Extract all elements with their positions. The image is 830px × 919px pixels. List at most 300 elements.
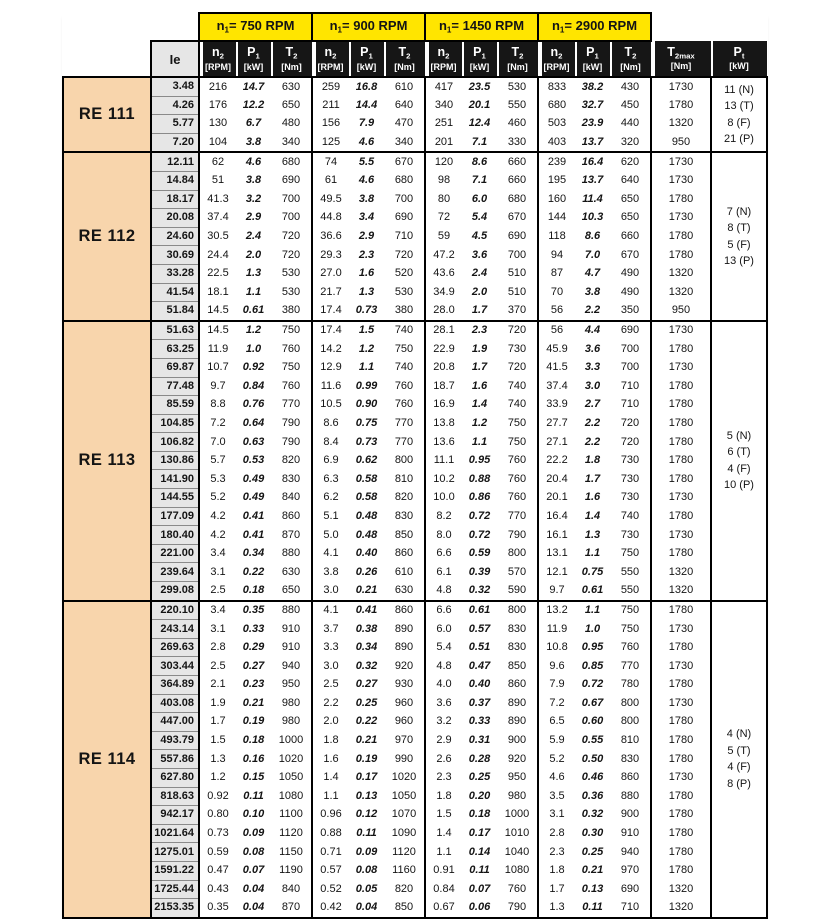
value-cell: 16.8 (349, 77, 384, 96)
value-cell: 0.19 (242, 715, 265, 728)
t2max-cell: 1780 (651, 451, 711, 470)
value-cell: 1.3 (538, 899, 575, 918)
value-cell: 0.13 (355, 789, 378, 802)
value-cell: 37.4 (199, 209, 236, 228)
value-cell: 3.1 (199, 620, 236, 639)
value-cell: 800 (497, 601, 538, 620)
value-cell: 3.4 (199, 544, 236, 563)
value-cell: 640 (394, 98, 414, 111)
value-cell: 8.8 (199, 396, 236, 415)
value-cell: 690 (620, 882, 640, 895)
value-cell: 830 (507, 622, 527, 635)
value-cell: 0.04 (349, 899, 384, 918)
value-cell: 0.04 (236, 899, 271, 918)
value-cell: 1020 (278, 752, 304, 765)
value-cell: 1020 (391, 771, 417, 784)
ratio-cell: 403.08 (151, 694, 199, 713)
value-cell: 0.64 (242, 416, 265, 429)
value-cell: 0.55 (581, 734, 604, 747)
value-cell: 1.7 (584, 472, 601, 485)
value-cell: 2.3 (538, 843, 575, 862)
ratio-cell: 364.89 (151, 676, 199, 695)
value-cell: 890 (394, 641, 414, 654)
value-cell: 860 (281, 509, 301, 522)
value-cell: 2.7 (584, 398, 601, 411)
value-cell: 800 (620, 715, 640, 728)
value-cell: 860 (394, 547, 414, 560)
value-cell: 17.4 (312, 302, 349, 321)
value-cell: 45.9 (538, 340, 575, 359)
value-cell: 0.76 (242, 398, 265, 411)
value-cell: 5.7 (199, 451, 236, 470)
value-cell: 2.0 (471, 285, 488, 298)
value-cell: 3.8 (245, 135, 262, 148)
t2max-cell: 1780 (651, 544, 711, 563)
value-cell: 23.9 (581, 117, 604, 130)
value-cell: 960 (394, 696, 414, 709)
table-row (63, 340, 767, 359)
value-cell: 11.9 (199, 340, 236, 359)
value-cell: 49.5 (312, 190, 349, 209)
value-cell: 740 (620, 509, 640, 522)
value-cell: 0.43 (199, 880, 236, 899)
t2max-cell: 1780 (651, 843, 711, 862)
table-row (63, 321, 767, 340)
column-header-row (63, 41, 767, 77)
value-cell: 880 (620, 789, 640, 802)
value-cell: 0.49 (242, 491, 265, 504)
value-cell: 0.71 (312, 843, 349, 862)
value-cell: 18.1 (199, 283, 236, 302)
value-cell: 1.5 (349, 321, 384, 340)
value-cell: 0.46 (581, 771, 604, 784)
t2max-cell: 1780 (651, 433, 711, 452)
value-cell: 2.9 (425, 731, 462, 750)
value-cell: 1.8 (312, 731, 349, 750)
value-cell: 125 (312, 133, 349, 152)
value-cell: 6.6 (425, 601, 462, 620)
value-cell: 940 (620, 845, 640, 858)
value-cell: 2.0 (245, 248, 262, 261)
table-row (63, 824, 767, 843)
value-cell: 0.08 (242, 845, 265, 858)
value-cell: 104 (199, 133, 236, 152)
t2max-cell: 950 (651, 302, 711, 321)
value-cell: 740 (384, 321, 425, 340)
table-row (63, 152, 767, 171)
value-cell: 1.8 (425, 787, 462, 806)
value-cell: 0.36 (581, 789, 604, 802)
value-cell: 4.7 (584, 267, 601, 280)
value-cell: 800 (507, 547, 527, 560)
ratio-cell: 627.80 (151, 768, 199, 787)
header-spacer (63, 41, 151, 77)
value-cell: 760 (507, 491, 527, 504)
value-cell: 11.1 (425, 451, 462, 470)
value-cell: 27.7 (538, 414, 575, 433)
value-cell: 0.09 (355, 845, 378, 858)
value-cell: 480 (281, 117, 301, 130)
value-cell: 56 (538, 321, 575, 340)
table-row (63, 620, 767, 639)
value-cell: 700 (394, 192, 414, 205)
value-cell: 0.80 (199, 806, 236, 825)
value-cell: 690 (394, 211, 414, 224)
value-cell: 6.5 (538, 713, 575, 732)
value-cell: 0.27 (355, 678, 378, 691)
value-cell: 980 (507, 789, 527, 802)
t2max-cell: 1320 (651, 115, 711, 134)
value-cell: 11.9 (538, 620, 575, 639)
value-cell: 530 (281, 267, 301, 280)
value-cell: 810 (394, 472, 414, 485)
value-cell: 251 (425, 115, 462, 134)
t2max-cell: 1780 (651, 713, 711, 732)
col-header-n2: $n_2$ [RPM] (538, 41, 575, 77)
value-cell: 330 (507, 135, 527, 148)
value-cell: 20.1 (538, 489, 575, 508)
value-cell: 28.0 (425, 302, 462, 321)
value-cell: 239 (538, 152, 575, 171)
value-cell: 0.72 (581, 678, 604, 691)
value-cell: 0.25 (355, 696, 378, 709)
value-cell: 510 (507, 267, 527, 280)
value-cell: 760 (507, 454, 527, 467)
table-row (63, 880, 767, 899)
value-cell: 0.25 (468, 771, 491, 784)
value-cell: 1.1 (471, 435, 488, 448)
value-cell: 1.3 (358, 285, 375, 298)
t2max-cell: 1780 (651, 96, 711, 115)
value-cell: 740 (507, 398, 527, 411)
value-cell: 970 (394, 734, 414, 747)
value-cell: 730 (620, 491, 640, 504)
value-cell: 820 (394, 882, 414, 895)
value-cell: 430 (610, 77, 651, 96)
value-cell: 690 (507, 230, 527, 243)
value-cell: 0.15 (242, 771, 265, 784)
value-cell: 900 (620, 808, 640, 821)
value-cell: 630 (281, 565, 301, 578)
value-cell: 1010 (504, 827, 530, 840)
value-cell: 460 (507, 117, 527, 130)
value-cell: 29.3 (312, 246, 349, 265)
ratio-cell: 33.28 (151, 264, 199, 283)
value-cell: 70 (538, 283, 575, 302)
value-cell: 910 (620, 827, 640, 840)
ratio-cell: 493.79 (151, 731, 199, 750)
value-cell: 990 (394, 752, 414, 765)
value-cell: 4.2 (199, 507, 236, 526)
value-cell: 1070 (391, 808, 417, 821)
value-cell: 32.7 (581, 98, 604, 111)
value-cell: 20.4 (538, 470, 575, 489)
value-cell: 16.9 (425, 396, 462, 415)
header-spacer (63, 13, 199, 41)
value-cell: 2.5 (199, 582, 236, 601)
value-cell: 0.16 (242, 752, 265, 765)
value-cell: 0.91 (425, 861, 462, 880)
value-cell: 770 (620, 659, 640, 672)
table-row (63, 133, 767, 152)
value-cell: 8.6 (462, 152, 497, 171)
value-cell: 720 (497, 321, 538, 340)
value-cell: 14.7 (236, 77, 271, 96)
value-cell: 660 (620, 230, 640, 243)
ratio-cell: 177.09 (151, 507, 199, 526)
value-cell: 1160 (392, 864, 416, 877)
ratio-cell: 63.25 (151, 340, 199, 359)
thermal-rating-cell: 4 (N) 5 (T) 4 (F) 8 (P) (711, 601, 767, 918)
value-cell: 780 (620, 678, 640, 691)
table-row (63, 731, 767, 750)
value-cell: 503 (538, 115, 575, 134)
value-cell: 2.9 (245, 211, 262, 224)
t2max-cell: 1730 (651, 171, 711, 190)
value-cell: 0.57 (312, 861, 349, 880)
value-cell: 920 (507, 752, 527, 765)
col-header-p1: $P_1$ [kW] (575, 41, 610, 77)
value-cell: 5.5 (349, 152, 384, 171)
t2max-cell: 1780 (651, 377, 711, 396)
ratio-cell: 299.08 (151, 582, 199, 601)
value-cell: 120 (425, 152, 462, 171)
value-cell: 730 (620, 528, 640, 541)
value-cell: 1.6 (312, 750, 349, 769)
value-cell: 0.26 (355, 565, 378, 578)
col-header-t2: $T_2$ [Nm] (384, 41, 425, 77)
ratio-cell: 18.17 (151, 190, 199, 209)
value-cell: 211 (312, 96, 349, 115)
value-cell: 5.4 (425, 638, 462, 657)
t2max-cell: 1320 (651, 899, 711, 918)
value-cell: 950 (507, 771, 527, 784)
t2max-cell: 1780 (651, 414, 711, 433)
value-cell: 700 (281, 211, 301, 224)
value-cell: 2.5 (199, 657, 236, 676)
value-cell: 33.9 (538, 396, 575, 415)
value-cell: 1.8 (538, 861, 575, 880)
value-cell: 790 (281, 435, 301, 448)
value-cell: 5.0 (312, 526, 349, 545)
value-cell: 720 (394, 248, 414, 261)
value-cell: 6.7 (245, 117, 262, 130)
value-cell: 1.7 (471, 304, 488, 317)
value-cell: 720 (620, 416, 640, 429)
t2max-cell: 1780 (651, 861, 711, 880)
ratio-cell: 7.20 (151, 133, 199, 152)
value-cell: 7.0 (199, 433, 236, 452)
col-header-p1: $P_1$ [kW] (349, 41, 384, 77)
ratio-cell: 51.84 (151, 302, 199, 321)
value-cell: 3.8 (312, 563, 349, 582)
value-cell: 0.11 (356, 827, 377, 840)
ratio-cell: 180.40 (151, 526, 199, 545)
value-cell: 550 (620, 565, 640, 578)
value-cell: 660 (507, 174, 527, 187)
table-row (63, 190, 767, 209)
value-cell: 0.30 (581, 827, 604, 840)
value-cell: 1080 (278, 789, 304, 802)
table-row (63, 750, 767, 769)
value-cell: 970 (620, 864, 640, 877)
value-cell: 20.8 (425, 358, 462, 377)
value-cell: 850 (507, 659, 527, 672)
value-cell: 22.9 (425, 340, 462, 359)
value-cell: 590 (507, 584, 527, 597)
value-cell: 0.25 (581, 845, 604, 858)
table-row (63, 414, 767, 433)
value-cell: 38.2 (575, 77, 610, 96)
ratio-cell: 69.87 (151, 358, 199, 377)
value-cell: 4.1 (312, 544, 349, 563)
value-cell: 790 (497, 899, 538, 918)
t2max-cell: 1780 (651, 396, 711, 415)
value-cell: 0.22 (242, 565, 265, 578)
value-cell: 2.1 (199, 676, 236, 695)
table-row (63, 115, 767, 134)
col-header-n2: $n_2$ [RPM] (312, 41, 349, 77)
value-cell: 41.5 (538, 358, 575, 377)
value-cell: 670 (507, 211, 527, 224)
value-cell: 16.1 (538, 526, 575, 545)
value-cell: 37.4 (538, 377, 575, 396)
value-cell: 380 (394, 304, 414, 317)
value-cell: 0.57 (468, 622, 491, 635)
value-cell: 1.8 (584, 454, 601, 467)
value-cell: 0.58 (355, 472, 378, 485)
value-cell: 43.6 (425, 264, 462, 283)
value-cell: 1000 (278, 734, 304, 747)
speed-header-2900: $n_1= 2900$ RPM (538, 13, 651, 41)
t2max-cell: 1320 (651, 563, 711, 582)
value-cell: 510 (507, 285, 527, 298)
value-cell: 160 (538, 190, 575, 209)
table-header (63, 13, 767, 77)
value-cell: 4.6 (236, 152, 271, 171)
value-cell: 890 (394, 622, 414, 635)
gear-ratings-table (62, 12, 768, 919)
value-cell: 9.7 (538, 582, 575, 601)
t2max-cell: 1780 (651, 190, 711, 209)
value-cell: 1.3 (199, 750, 236, 769)
value-cell: 750 (620, 547, 640, 560)
table-row (63, 451, 767, 470)
value-cell: 3.8 (358, 192, 375, 205)
value-cell: 370 (507, 304, 527, 317)
thermal-rating-cell: 5 (N) 6 (T) 4 (F) 10 (P) (711, 321, 767, 601)
t2max-cell: 1780 (651, 676, 711, 695)
value-cell: 850 (384, 899, 425, 918)
value-cell: 440 (620, 117, 640, 130)
value-cell: 5.2 (199, 489, 236, 508)
value-cell: 6.2 (312, 489, 349, 508)
value-cell: 3.6 (471, 248, 488, 261)
value-cell: 760 (394, 398, 414, 411)
value-cell: 0.41 (242, 509, 265, 522)
value-cell: 0.20 (468, 789, 491, 802)
value-cell: 520 (394, 267, 414, 280)
value-cell: 0.84 (425, 880, 462, 899)
table-row (63, 358, 767, 377)
value-cell: 0.86 (468, 491, 491, 504)
value-cell: 4.5 (471, 230, 488, 243)
value-cell: 12.1 (538, 563, 575, 582)
value-cell: 1.6 (584, 491, 601, 504)
value-cell: 1.2 (236, 321, 271, 340)
value-cell: 0.61 (462, 601, 497, 620)
value-cell: 62 (199, 152, 236, 171)
value-cell: 770 (281, 398, 301, 411)
value-cell: 980 (281, 715, 301, 728)
table-row (63, 787, 767, 806)
value-cell: 0.72 (468, 509, 491, 522)
value-cell: 0.32 (355, 659, 378, 672)
value-cell: 0.21 (242, 696, 265, 709)
value-cell: 0.06 (462, 899, 497, 918)
t2max-cell: 1730 (651, 77, 711, 96)
value-cell: 750 (507, 435, 527, 448)
value-cell: 17.4 (312, 321, 349, 340)
value-cell: 176 (199, 96, 236, 115)
value-cell: 0.18 (468, 808, 491, 821)
value-cell: 2.0 (312, 713, 349, 732)
value-cell: 0.21 (581, 864, 604, 877)
value-cell: 0.40 (355, 547, 378, 560)
value-cell: 3.0 (584, 379, 601, 392)
value-cell: 770 (394, 416, 414, 429)
value-cell: 14.2 (312, 340, 349, 359)
ratio-cell: 1021.64 (151, 824, 199, 843)
value-cell: 4.1 (312, 601, 349, 620)
value-cell: 80 (425, 190, 462, 209)
value-cell: 730 (620, 472, 640, 485)
value-cell: 2.2 (584, 435, 601, 448)
value-cell: 47.2 (425, 246, 462, 265)
value-cell: 740 (394, 361, 414, 374)
value-cell: 0.48 (355, 528, 378, 541)
value-cell: 27.1 (538, 433, 575, 452)
ratio-cell: 269.63 (151, 638, 199, 657)
table-row (63, 694, 767, 713)
value-cell: 680 (394, 174, 414, 187)
value-cell: 14.5 (199, 321, 236, 340)
value-cell: 0.92 (242, 361, 265, 374)
value-cell: 0.42 (312, 899, 349, 918)
table-row (63, 768, 767, 787)
value-cell: 670 (620, 248, 640, 261)
value-cell: 0.47 (199, 861, 236, 880)
value-cell: 3.6 (584, 342, 601, 355)
value-cell: 0.18 (242, 734, 265, 747)
ratio-cell: 447.00 (151, 713, 199, 732)
ratio-cell: 3.48 (151, 77, 199, 96)
value-cell: 30.5 (199, 227, 236, 246)
table-row (63, 861, 767, 880)
value-cell: 750 (281, 361, 301, 374)
value-cell: 750 (394, 342, 414, 355)
value-cell: 0.35 (199, 899, 236, 918)
t2max-cell: 1780 (651, 806, 711, 825)
value-cell: 9.6 (538, 657, 575, 676)
value-cell: 1120 (392, 845, 416, 858)
value-cell: 0.85 (581, 659, 604, 672)
t2max-cell: 1780 (651, 246, 711, 265)
table-row (63, 526, 767, 545)
value-cell: 0.21 (355, 584, 378, 597)
table-row (63, 657, 767, 676)
value-cell: 51 (199, 171, 236, 190)
